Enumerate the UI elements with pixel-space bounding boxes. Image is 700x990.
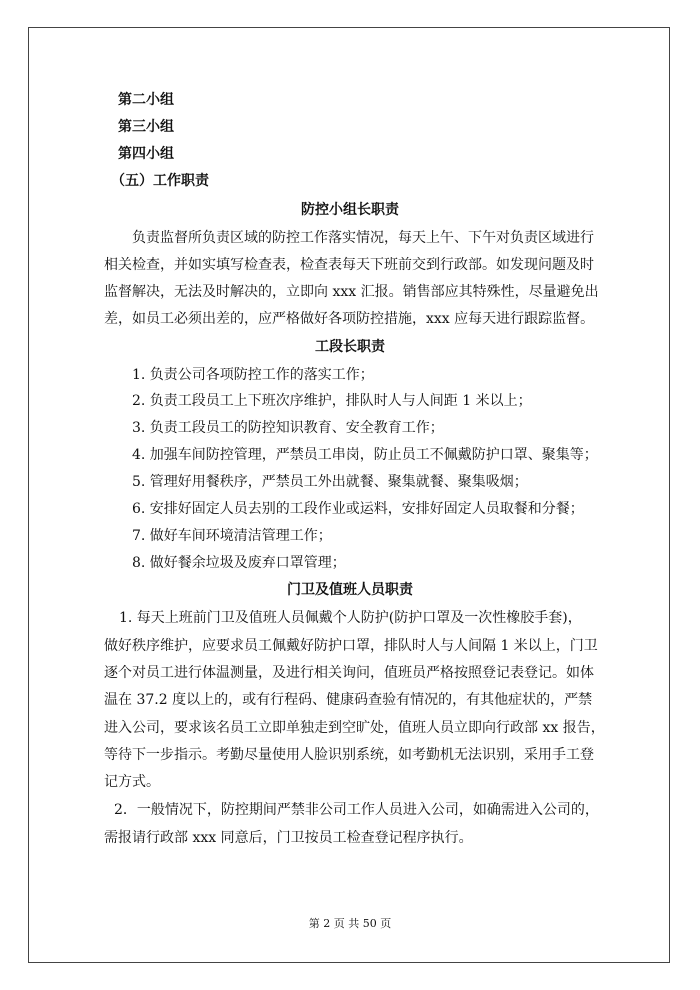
section-leader-title: 工段长职责 [315,339,385,355]
guard-paragraph-line: 需报请行政部 xxx 同意后，门卫按员工检查登记程序执行。 [104,830,473,846]
list-item: 1. 负责公司各项防控工作的落实工作； [132,367,374,383]
list-item: 3. 负责工段员工的防控知识教育、安全教育工作； [132,420,444,436]
guard-paragraph-line: 进入公司，要求该名员工立即单独走到空旷处，值班人员立即向行政部 xx 报告， [104,720,605,736]
leader-paragraph-line: 负责监督所负责区域的防控工作落实情况，每天上午、下午对负责区域进行 [132,230,594,246]
list-item: 4. 加强车间防控管理，严禁员工串岗，防止员工不佩戴防护口罩、聚集等； [132,447,598,463]
guard-paragraph-line: 等待下一步指示。考勤尽量使用人脸识别系统，如考勤机无法识别，采用手工登 [104,747,594,763]
list-item: 7. 做好车间环境清洁管理工作； [132,528,332,544]
guard-paragraph-line: 记方式。 [104,774,160,790]
leader-paragraph-line: 差，如员工必须出差的，应严格做好各项防控措施，xxx 应每天进行跟踪监督。 [104,311,595,327]
guard-paragraph-line: 温在 37.2 度以上的，或有行程码、健康码查验有情况的，有其他症状的，严禁 [104,692,593,708]
leader-title: 防控小组长职责 [301,202,399,218]
guard-title: 门卫及值班人员职责 [287,582,413,598]
group-4: 第四小组 [118,146,174,162]
section-heading: （五）工作职责 [111,173,209,189]
list-item: 2. 负责工段员工上下班次序维护，排队时人与人间距 1 米以上； [132,393,532,409]
group-2: 第二小组 [118,92,174,108]
page-number: 第 2 页 共 50 页 [308,917,392,930]
guard-paragraph-line: 2．一般情况下，防控期间严禁非公司工作人员进入公司，如确需进入公司的， [114,802,599,818]
guard-paragraph-line: 1. 每天上班前门卫及值班人员佩戴个人防护(防护口罩及一次性橡胶手套)， [119,610,582,626]
list-item: 5. 管理好用餐秩序，严禁员工外出就餐、聚集就餐、聚集吸烟； [132,474,528,490]
group-3: 第三小组 [118,119,174,135]
guard-paragraph-line: 逐个对员工进行体温测量，及进行相关询问，值班员严格按照登记表登记。如体 [104,665,594,681]
guard-paragraph-line: 做好秩序维护，应要求员工佩戴好防护口罩，排队时人与人间隔 1 米以上，门卫 [104,638,598,654]
list-item: 8. 做好餐余垃圾及废弃口罩管理； [132,555,346,571]
page-border [28,27,670,963]
leader-paragraph-line: 相关检查，并如实填写检查表，检查表每天下班前交到行政部。如发现问题及时 [104,257,594,273]
list-item: 6. 安排好固定人员去别的工段作业或运料，安排好固定人员取餐和分餐； [132,501,584,517]
leader-paragraph-line: 监督解决，无法及时解决的，立即向 xxx 汇报。销售部应其特殊性，尽量避免出 [104,284,599,300]
